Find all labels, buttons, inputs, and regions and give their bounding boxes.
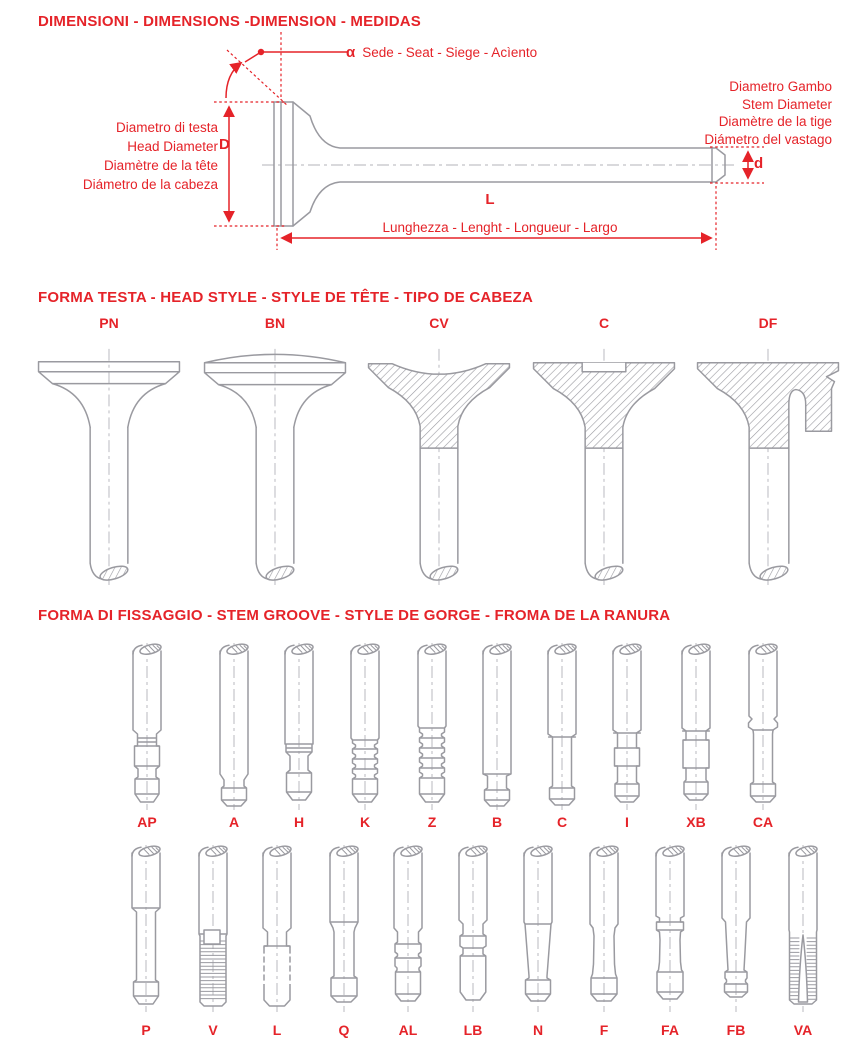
stem-groove-figure [467,642,527,842]
head-diameter-line-en: Head Diameter [127,139,218,154]
head-style-label: CV [429,315,449,331]
stem-groove-figure [443,844,503,1044]
stem-groove-figure [116,844,176,1044]
stem-groove-figure [574,844,634,1044]
stem-groove-figure [773,844,833,1044]
stem-diameter-line-it: Diametro Gambo [729,79,832,94]
alpha-symbol: α [346,44,356,61]
stem-groove-figure [706,844,766,1044]
head-style-label: C [598,315,610,331]
head-style-section-title: FORMA TESTA - HEAD STYLE - STYLE DE TÊTE - TIPO DE CABEZA [38,289,534,306]
stem-groove-label: CA [752,814,774,830]
stem-groove-label: VA [793,1022,813,1038]
stem-groove-label: P [141,1022,151,1038]
length-label: Lunghezza - Lenght - Longueur - Largo [382,220,618,235]
stem-groove-label: Q [338,1022,350,1038]
stem-groove-figure [402,642,462,842]
stem-groove-label: N [532,1022,544,1038]
stem-groove-label: FB [726,1022,746,1038]
length-symbol: L [485,191,495,208]
stem-groove-label: AP [137,814,157,830]
stem-groove-figure [597,642,657,842]
stem-groove-label: A [228,814,240,830]
head-diameter-line-fr: Diamètre de la tête [103,158,218,173]
stem-groove-label: AL [398,1022,418,1038]
head-diameter-line-it: Diametro di testa [115,120,218,135]
stem-diameter-line-fr: Diamètre de la tige [718,114,832,129]
stem-groove-figure [183,844,243,1044]
stem-groove-label: C [556,814,568,830]
stem-groove-label: F [599,1022,609,1038]
stem-groove-figure [204,642,264,842]
seat-label-text: Sede - Seat - Siege - Acìento [362,45,538,60]
head-style-label: PN [99,315,119,331]
stem-diameter-line-es: Diámetro del vastago [704,131,832,147]
stem-groove-label: FA [661,1022,679,1038]
stem-groove-label: V [208,1022,218,1038]
stem-groove-label: L [272,1022,282,1038]
head-diameter-label [38,118,218,194]
stem-groove-figure [269,642,329,842]
stem-groove-label: XB [686,814,706,830]
head-diameter-symbol: D [219,136,230,153]
stem-groove-label: I [625,814,629,830]
head-style-figure [693,333,843,591]
stem-groove-figure [335,642,395,842]
stem-groove-label: K [359,814,371,830]
stem-diameter-symbol: d [754,155,764,172]
stem-groove-figure [314,844,374,1044]
stem-diameter-label [640,78,832,148]
stem-groove-figure [508,844,568,1044]
stem-groove-figure [666,642,726,842]
head-diameter-line-es: Diámetro de la cabeza [82,177,218,192]
stem-groove-section-title: FORMA DI FISSAGGIO - STEM GROOVE - STYLE DE GORGE - FROMA DE LA RANURA [38,607,671,624]
head-style-figure [34,333,184,591]
seat-angle-label [346,44,537,61]
head-style-label: DF [758,315,778,331]
dimensions-section-title: DIMENSIONI - DIMENSIONS -DIMENSION - MEDIDAS [38,13,421,30]
stem-groove-figure [378,844,438,1044]
stem-groove-label: B [491,814,503,830]
stem-groove-figure [532,642,592,842]
head-style-figure [200,333,350,591]
head-style-figure [364,333,514,591]
head-style-label: BN [264,315,286,331]
stem-diameter-line-en: Stem Diameter [741,96,832,112]
stem-groove-figure [640,844,700,1044]
stem-groove-label: Z [427,814,437,830]
stem-groove-figure [247,844,307,1044]
head-style-figure [529,333,679,591]
stem-groove-label: H [293,814,305,830]
stem-groove-figure [117,642,177,842]
stem-groove-figure [733,642,793,842]
stem-groove-label: LB [463,1022,483,1038]
